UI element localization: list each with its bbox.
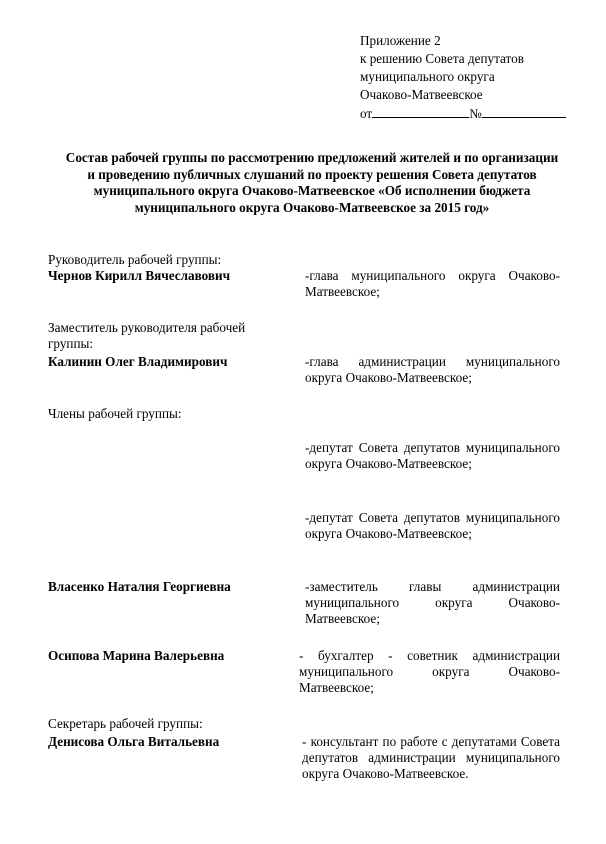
date-blank xyxy=(372,104,469,118)
document-title: Состав рабочей группы по рассмотрению предложений жителей и по организации и проведению публичных слушаний по проекту решения Совета депутатов муниципального округа Очаково-Матвеевское «Об исполнении бюджета муниципального округа Очаково-Матвеевское за 2015 год» xyxy=(65,150,559,215)
member-name: Власенко Наталия Георгиевна xyxy=(48,579,231,594)
head-description: -глава муниципального округа Очаково-Матвеевское; xyxy=(305,268,560,299)
number-sign: № xyxy=(469,106,482,121)
secretary-description: - консультант по работе с депутатами Совета депутатов администрации муниципального округа Очаково-Матвеевское. xyxy=(302,734,560,781)
annex-line: к решению Совета депутатов xyxy=(360,51,524,66)
member-description: - бухгалтер - советник администрации муниципального округа Очаково-Матвеевское; xyxy=(299,648,560,695)
annex-line: Приложение 2 xyxy=(360,33,441,48)
deputy-description: -глава администрации муниципального округа Очаково-Матвеевское; xyxy=(305,354,560,385)
annex-line: муниципального округа xyxy=(360,69,495,84)
annex-header xyxy=(360,32,590,123)
members-role-label: Члены рабочей группы: xyxy=(48,406,182,421)
deputy-role-label: Заместитель руководителя рабочей группы: xyxy=(48,320,246,351)
secretary-role-label: Секретарь рабочей группы: xyxy=(48,716,203,731)
date-prefix: от xyxy=(360,106,373,121)
secretary-name: Денисова Ольга Витальевна xyxy=(48,734,220,749)
member-description: -депутат Совета депутатов муниципального округа Очаково-Матвеевское; xyxy=(305,440,560,471)
deputy-name: Калинин Олег Владимирович xyxy=(48,354,228,369)
head-name: Чернов Кирилл Вячеславович xyxy=(48,268,231,283)
member-description: -депутат Совета депутатов муниципального округа Очаково-Матвеевское; xyxy=(305,510,560,541)
annex-line: Очаково-Матвеевское xyxy=(360,87,483,102)
annex-date-line xyxy=(360,104,590,123)
member-name: Осипова Марина Валерьевна xyxy=(48,648,225,663)
head-role-label: Руководитель рабочей группы: xyxy=(48,252,222,267)
number-blank xyxy=(482,104,566,118)
member-description: -заместитель главы администрации муниципального округа Очаково-Матвеевское; xyxy=(305,579,560,626)
